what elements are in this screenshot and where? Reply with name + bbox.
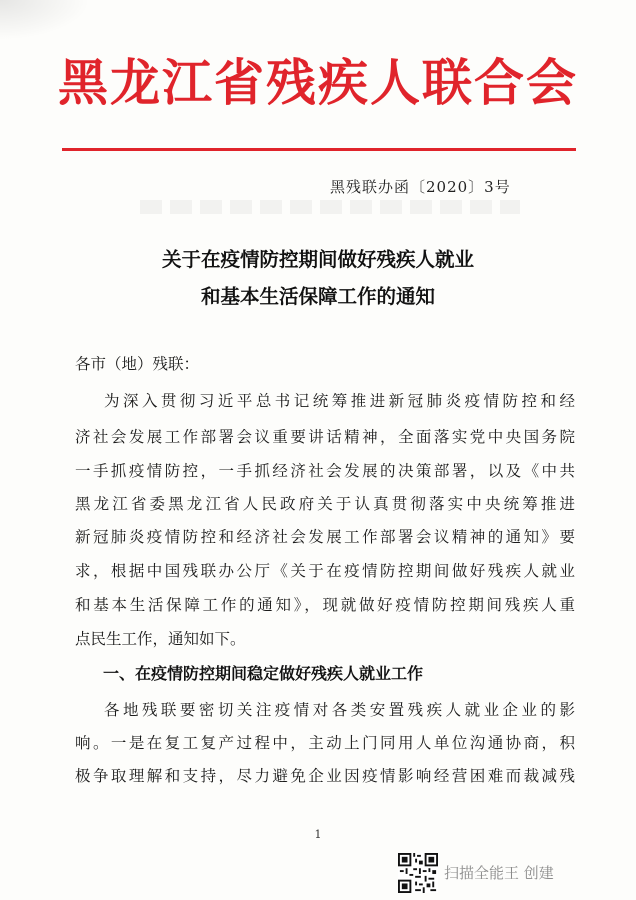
document-title-line-2: 和基本生活保障工作的通知: [200, 285, 435, 308]
document-title-line-1: 关于在疫情防控期间做好残疾人就业: [161, 248, 474, 271]
letterhead-red-rule: [62, 148, 576, 151]
paragraph-2-line: 各地残联要密切关注疫情对各类安置残疾人就业企业的影: [104, 701, 575, 719]
scan-edge-shadow: [0, 0, 90, 40]
document-number: 黑残联办函〔2020〕3号: [330, 178, 511, 196]
scan-bleed-through: [140, 200, 520, 214]
paragraph-1-line: 黑龙江省委黑龙江省人民政府关于认真贯彻落实中央统筹推进: [75, 495, 575, 513]
paragraph-1-line: 济社会发展工作部署会议重要讲话精神，全面落实党中央国务院: [75, 428, 575, 446]
page-number: 1: [314, 828, 322, 841]
paragraph-1-line: 新冠肺炎疫情防控和经济社会发展工作部署会议精神的通知》要: [75, 528, 575, 546]
paragraph-1-line: 和基本生活保障工作的通知》，现就做好疫情防控期间残疾人重: [75, 596, 575, 614]
qr-code-icon: [398, 853, 438, 893]
paragraph-1-line: 一手抓疫情防控，一手抓经济社会发展的决策部署，以及《中共: [75, 462, 575, 480]
paragraph-2-line: 响。一是在复工复产过程中，主动上门同用人单位沟通协商，积: [75, 734, 575, 752]
paragraph-2-line: 极争取理解和支持，尽力避免企业因疫情影响经营困难而裁减残: [75, 767, 575, 785]
paragraph-1-line: 点民生工作，通知如下。: [75, 630, 246, 648]
paragraph-1-line: 为深入贯彻习近平总书记统筹推进新冠肺炎疫情防控和经: [104, 392, 575, 410]
salutation: 各市（地）残联：: [75, 355, 200, 373]
paragraph-1-line: 求，根据中国残联办公厅《关于在疫情防控期间做好残疾人就业: [75, 562, 575, 580]
org-letterhead-title: 黑龙江省残疾人联合会: [58, 54, 578, 112]
section-1-heading: 一、在疫情防控期间稳定做好残疾人就业工作: [103, 664, 424, 683]
scanner-watermark: 扫描全能王 创建: [444, 864, 554, 882]
